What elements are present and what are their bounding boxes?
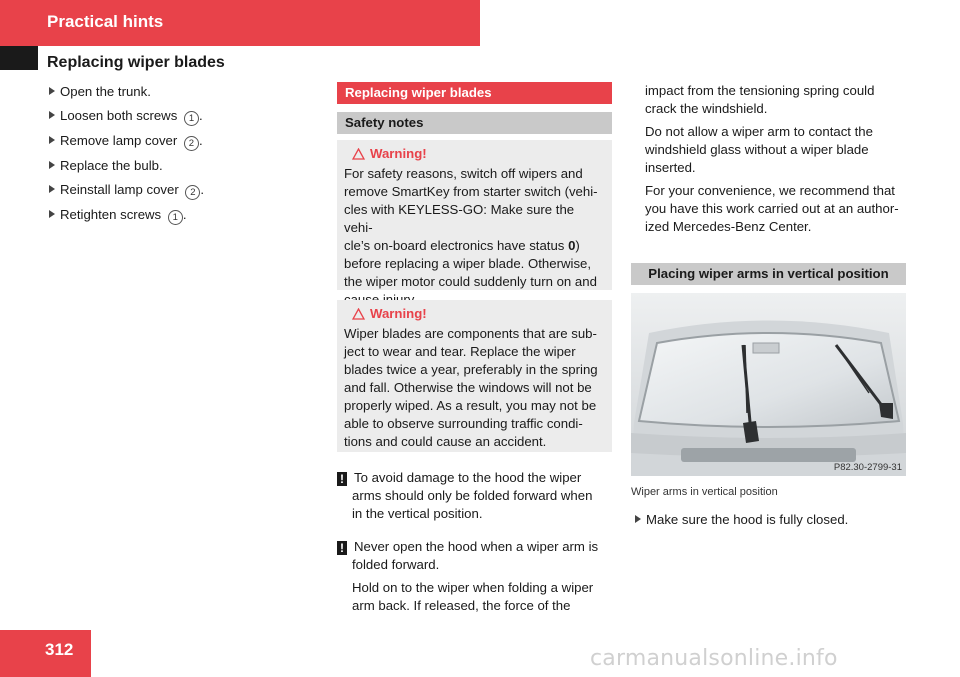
- step-arrow-icon: [635, 515, 641, 523]
- page-number: 312: [45, 640, 74, 659]
- continued-text: impact from the tensioning spring could crack the windshield. Do not allow a wiper arm to contact the windshield glass without a wiper blade inserted. For your convenience, we recommend that you have this work carried out at an author- ized Mercedes-Benz Center.: [645, 83, 899, 234]
- watermark: carmanualsonline.info: [590, 646, 838, 671]
- ref-number: 2: [184, 136, 199, 151]
- note-1: ! To avoid damage to the hood the wiper arms should only be folded forward when in the vertical position.: [337, 469, 617, 523]
- step-arrow-icon: [49, 87, 55, 95]
- caution-icon: !: [337, 472, 347, 486]
- warning-triangle-icon: [352, 147, 365, 165]
- warning-triangle-icon: [352, 307, 365, 325]
- page-subtitle: Replacing wiper blades: [47, 54, 225, 71]
- step-3: Remove lamp cover 2 .: [49, 132, 203, 151]
- warning-heading: Warning!: [344, 305, 606, 325]
- step-arrow-icon: [49, 136, 55, 144]
- ref-number: 1: [168, 210, 183, 225]
- step-1: Open the trunk.: [49, 83, 151, 101]
- step-4: Replace the bulb.: [49, 157, 163, 175]
- ref-number: 2: [185, 185, 200, 200]
- step-hood-closed: Make sure the hood is fully closed.: [635, 511, 848, 529]
- step-arrow-icon: [49, 161, 55, 169]
- warning-box-2: [337, 300, 612, 452]
- photo-caption: Wiper arms in vertical position: [631, 486, 778, 498]
- section-title: Practical hints: [47, 12, 164, 31]
- step-arrow-icon: [49, 185, 55, 193]
- step-2: Loosen both screws 1 .: [49, 107, 203, 126]
- step-5: Reinstall lamp cover 2 .: [49, 181, 204, 200]
- wiper-position-heading: Placing wiper arms in vertical position: [631, 263, 906, 285]
- note-2: ! Never open the hood when a wiper arm is folded forward. Hold on to the wiper when folding a wiper arm back. If released, the force of the: [337, 538, 617, 615]
- step-arrow-icon: [49, 210, 55, 218]
- warning-heading: Warning!: [344, 145, 606, 165]
- step-arrow-icon: [49, 111, 55, 119]
- section-heading: Replacing wiper blades: [337, 82, 612, 104]
- ref-number: 1: [184, 111, 199, 126]
- wiper-arms-photo: [631, 293, 906, 476]
- warning-text: Wiper blades are components that are sub- ject to wear and tear. Replace the wiper blades twice a year, preferably in the spring and fall. Otherwise the windows will not be properly wiped. As a result, you may not be able to observe surrounding traffic condi- tions and could cause an accident.: [344, 326, 598, 449]
- step-6: Retighten screws 1 .: [49, 206, 187, 225]
- safety-heading: Safety notes: [337, 112, 612, 134]
- caution-icon: !: [337, 541, 347, 555]
- photo-code: P82.30-2799-31: [833, 462, 902, 473]
- warning-text: For safety reasons, switch off wipers and remove SmartKey from starter switch (vehi- cles with KEYLESS-GO: Make sure the vehi- cle’s on-board electronics have status 0) before replacing a wiper blade. Otherwise, the wiper motor could suddenly turn on and: [344, 166, 598, 289]
- header-marker: [0, 46, 38, 70]
- warning-box-1: [337, 140, 612, 290]
